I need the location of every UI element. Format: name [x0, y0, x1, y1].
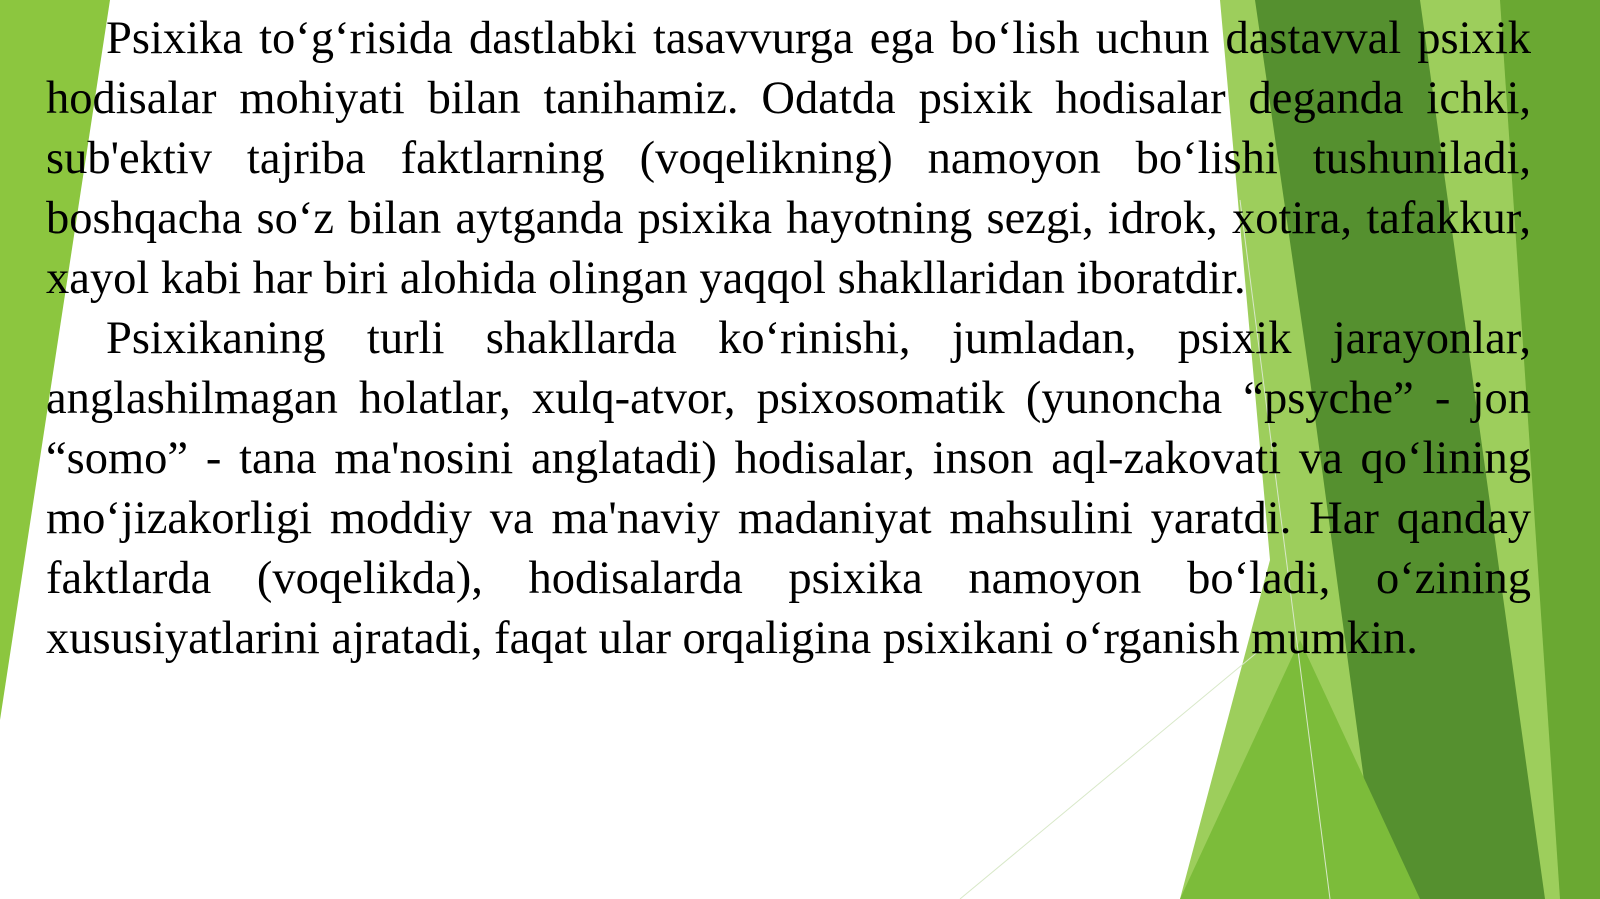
- paragraph-1: Psixika to‘g‘risida dastlabki tasavvurga ega bo‘lish uchun dastavval psixik hodisalar mohiyati bilan tanihamiz. Odatda psixik hodisalar deganda ichki, sub'ektiv tajriba faktlarning (voqelikning) namoyon bo‘lishi tushuniladi, boshqacha so‘z bilan aytganda psixika hayotning sezgi, idrok, xotira, tafakkur, xayol kabi har biri alohida olingan yaqqol shakllaridan iboratdir.: [46, 13, 1531, 304]
- slide-text-body: [46, 9, 1531, 669]
- paragraph-2: Psixikaning turli shakllarda ko‘rinishi, jumladan, psixik jarayonlar, anglashilmagan holatlar, xulq-atvor, psixosomatik (yunoncha “psyche” - jon “somo” - tana ma'nosini anglatadi) hodisalar, inson aql-zakovati va qo‘lining mo‘jizakorligi moddiy va ma'naviy madaniyat mahsulini yaratdi. Har qanday faktlarda (voqelikda), hodisalarda psixika namoyon bo‘ladi, o‘zining xususiyatlarini ajratadi, faqat ular orqaligina psixikani o‘rganish mumkin.: [46, 313, 1531, 664]
